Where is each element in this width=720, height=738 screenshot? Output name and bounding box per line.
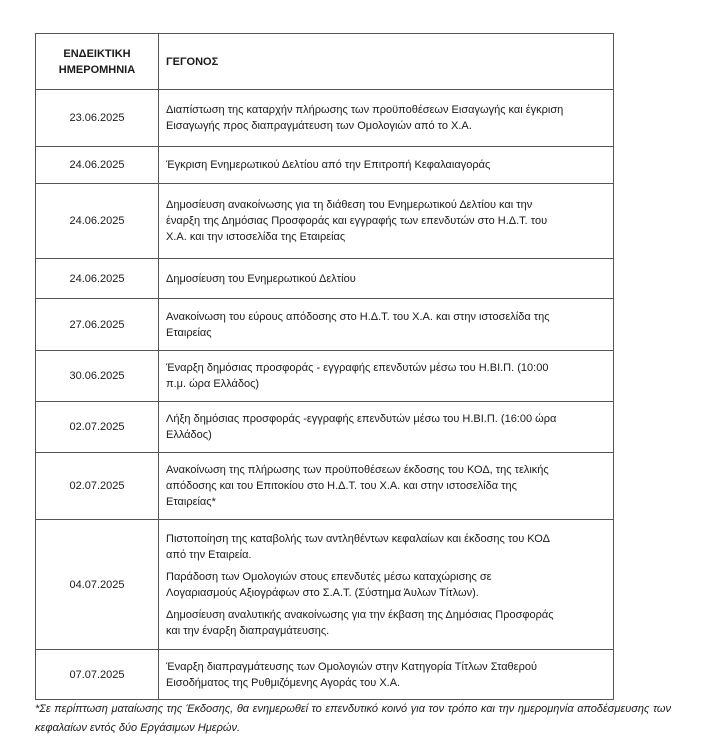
footnote: *Σε περίπτωση ματαίωσης της Έκδοσης, θα ενημερωθεί το επενδυτικό κοινό για τον τρόπο και την ημερομηνία αποδέσμευσης των κεφαλαίων εντός δύο Εργάσιμων Ημερών.	[35, 703, 671, 734]
event-text-line: Λογαριασμούς Αξιογράφων στο Σ.Α.Τ. (Σύστημα Άυλων Τίτλων).	[166, 586, 479, 599]
event-paragraph	[166, 197, 605, 245]
event-paragraph	[166, 271, 605, 287]
event-paragraph	[166, 309, 605, 341]
event-text-line: Χ.Α. και την ιστοσελίδα της Εταιρείας	[166, 231, 346, 243]
table-row	[36, 147, 614, 184]
event-paragraph	[166, 411, 605, 443]
event-text-line: Εισαγωγής προς διαπραγμάτευση των Ομολογιών από το Χ.Α.	[166, 120, 472, 132]
row-date: 23.06.2025	[36, 90, 159, 147]
table-row	[36, 453, 614, 520]
event-text-line: απόδοσης και του Επιτοκίου στο Η.Δ.Τ. του Χ.Α. και στην ιστοσελίδα της	[166, 480, 517, 492]
row-date: 02.07.2025	[36, 453, 159, 520]
event-paragraph	[166, 607, 605, 639]
header-date-line1: ΕΝΔΕΙΚΤΙΚΗ	[63, 47, 131, 60]
event-text-line: Ανακοίνωση της πλήρωσης των προϋποθέσεων έκδοσης του ΚΟΔ, της τελικής	[166, 464, 549, 476]
table-row	[36, 402, 614, 453]
event-paragraph	[166, 531, 605, 563]
event-text-line: Έγκριση Ενημερωτικού Δελτίου από την Επιτροπή Κεφαλαιαγοράς	[166, 159, 491, 171]
table-row	[36, 184, 614, 259]
event-text-line: Ελλάδος)	[166, 429, 212, 441]
row-event	[159, 299, 614, 351]
header-row	[36, 34, 614, 90]
event-text-line: Εταιρείας*	[166, 496, 216, 508]
event-paragraph	[166, 157, 605, 173]
row-date: 04.07.2025	[36, 520, 159, 650]
event-text-line: Πιστοποίηση της καταβολής των αντληθέντων κεφαλαίων και έκδοσης του ΚΟΔ	[166, 532, 550, 545]
event-text-line: Εταιρείας	[166, 326, 212, 339]
table-row	[36, 259, 614, 299]
event-paragraph	[166, 659, 605, 691]
header-event: ΓΕΓΟΝΟΣ	[159, 34, 614, 90]
event-text-line: Ανακοίνωση του εύρους απόδοσης στο Η.Δ.Τ. του Χ.Α. και στην ιστοσελίδα της	[166, 310, 550, 323]
row-event	[159, 90, 614, 147]
event-text-line: Δημοσίευση ανακοίνωσης για τη διάθεση του Ενημερωτικού Δελτίου και την	[166, 199, 533, 211]
row-event	[159, 402, 614, 453]
row-event	[159, 650, 614, 700]
row-date: 02.07.2025	[36, 402, 159, 453]
event-paragraph	[166, 360, 605, 392]
table-row	[36, 650, 614, 700]
header-date-line2: ΗΜΕΡΟΜΗΝΙΑ	[58, 63, 136, 76]
row-event	[159, 520, 614, 650]
event-text-line: και την έναρξη διαπραγμάτευσης.	[166, 624, 330, 637]
row-date: 27.06.2025	[36, 299, 159, 351]
event-text-line: Δημοσίευση αναλυτικής ανακοίνωσης για την έκβαση της Δημόσιας Προσφοράς	[166, 608, 554, 621]
event-text-line: από την Εταιρεία.	[166, 548, 252, 561]
table-row	[36, 351, 614, 402]
event-text-line: Διαπίστωση της καταρχήν πλήρωσης των προϋποθέσεων Εισαγωγής και έγκριση	[166, 104, 564, 116]
event-text-line: Έναρξη διαπραγμάτευσης των Ομολογιών στην Κατηγορία Τίτλων Σταθερού	[166, 660, 537, 673]
row-event	[159, 351, 614, 402]
row-event	[159, 147, 614, 184]
table-row	[36, 90, 614, 147]
row-date: 24.06.2025	[36, 259, 159, 299]
event-text-line: Λήξη δημόσιας προσφοράς -εγγραφής επενδυτών μέσω του Η.ΒΙ.Π. (16:00 ώρα	[166, 413, 557, 425]
header-date	[36, 34, 159, 90]
event-text-line: Εισοδήματος της Ρυθμιζόμενης Αγοράς του Χ.Α.	[166, 676, 401, 689]
row-event	[159, 453, 614, 520]
event-text-line: Έναρξη δημόσιας προσφοράς - εγγραφής επενδυτών μέσω του Η.ΒΙ.Π. (10:00	[166, 362, 549, 374]
event-paragraph	[166, 462, 605, 510]
event-paragraph	[166, 102, 605, 134]
row-date: 24.06.2025	[36, 147, 159, 184]
table-row	[36, 520, 614, 650]
row-date: 24.06.2025	[36, 184, 159, 259]
row-event	[159, 184, 614, 259]
schedule-body	[36, 90, 614, 700]
row-date: 07.07.2025	[36, 650, 159, 700]
event-text-line: έναρξη της Δημόσιας Προσφοράς και εγγραφής των επενδυτών στο Η.Δ.Τ. του	[166, 215, 548, 227]
schedule-table	[35, 33, 614, 700]
table-row	[36, 299, 614, 351]
event-text-line: Δημοσίευση του Ενημερωτικού Δελτίου	[166, 272, 356, 285]
event-text-line: Παράδοση των Ομολογιών στους επενδυτές μέσω καταχώρισης σε	[166, 570, 492, 583]
event-text-line: π.μ. ώρα Ελλάδος)	[166, 378, 260, 390]
row-date: 30.06.2025	[36, 351, 159, 402]
event-paragraph	[166, 569, 605, 601]
row-event	[159, 259, 614, 299]
